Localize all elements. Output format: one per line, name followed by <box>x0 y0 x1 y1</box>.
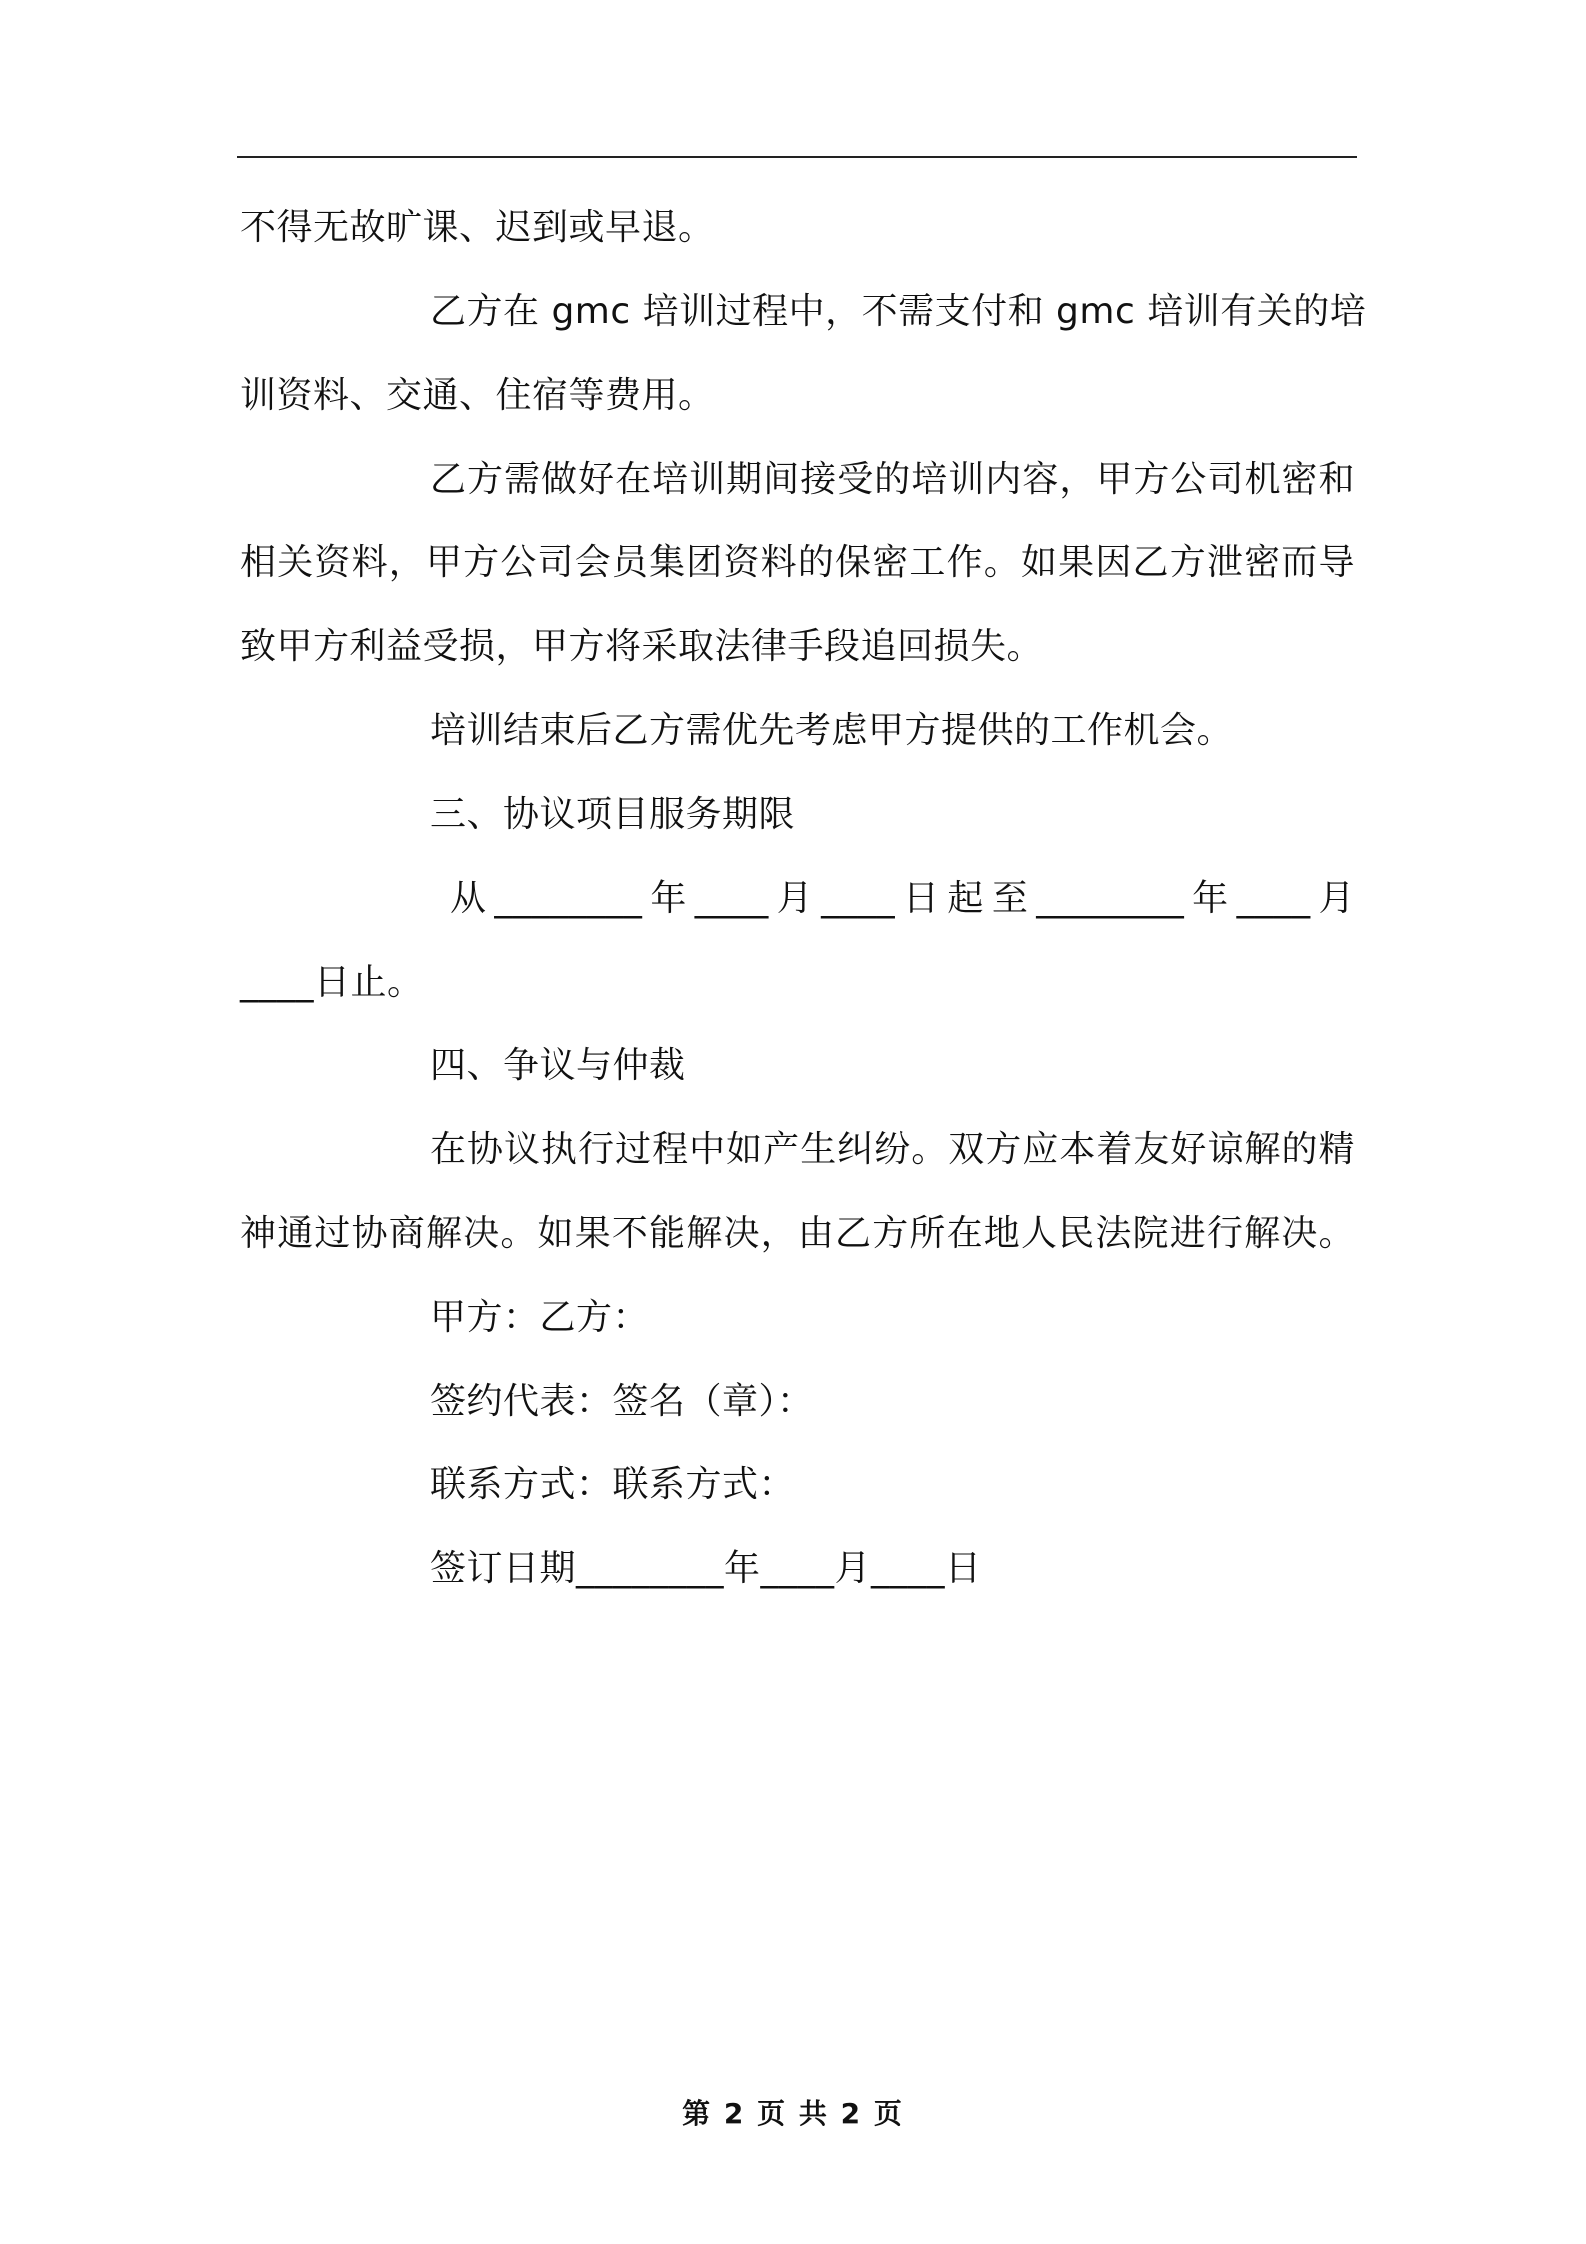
section-heading: 四、争议与仲裁 <box>430 1045 686 1086</box>
page-number: 第 2 页 共 2 页 <box>682 2097 904 2130</box>
section-heading: 三、协议项目服务期限 <box>430 794 796 835</box>
paragraph-line: 在协议执行过程中如产生纠纷。双方应本着友好谅解的精 <box>430 1129 1355 1170</box>
signature-date-line: 签订日期________年____月____日 <box>430 1548 982 1589</box>
paragraph-line: 乙方需做好在培训期间接受的培训内容，甲方公司机密和 <box>430 459 1355 500</box>
date-range-line: 从________年____月____日起至________年____月 <box>450 878 1355 919</box>
header-rule <box>237 156 1357 158</box>
paragraph-line: 神通过协商解决。如果不能解决，由乙方所在地人民法院进行解决。 <box>240 1213 1355 1254</box>
signature-party-line: 甲方：乙方： <box>430 1297 650 1338</box>
paragraph-line: 培训结束后乙方需优先考虑甲方提供的工作机会。 <box>430 710 1234 751</box>
paragraph-line: 相关资料，甲方公司会员集团资料的保密工作。如果因乙方泄密而导 <box>240 542 1355 583</box>
date-range-line: ____日止。 <box>240 962 424 1003</box>
signature-representative-line: 签约代表：签名（章）： <box>430 1381 814 1422</box>
paragraph-line: 训资料、交通、住宿等费用。 <box>240 375 715 416</box>
paragraph-line: 不得无故旷课、迟到或早退。 <box>240 207 715 248</box>
signature-contact-line: 联系方式：联系方式： <box>430 1464 796 1505</box>
paragraph-line: 致甲方利益受损，甲方将采取法律手段追回损失。 <box>240 626 1044 667</box>
paragraph-line: 乙方在 gmc 培训过程中，不需支付和 gmc 培训有关的培 <box>430 291 1367 332</box>
